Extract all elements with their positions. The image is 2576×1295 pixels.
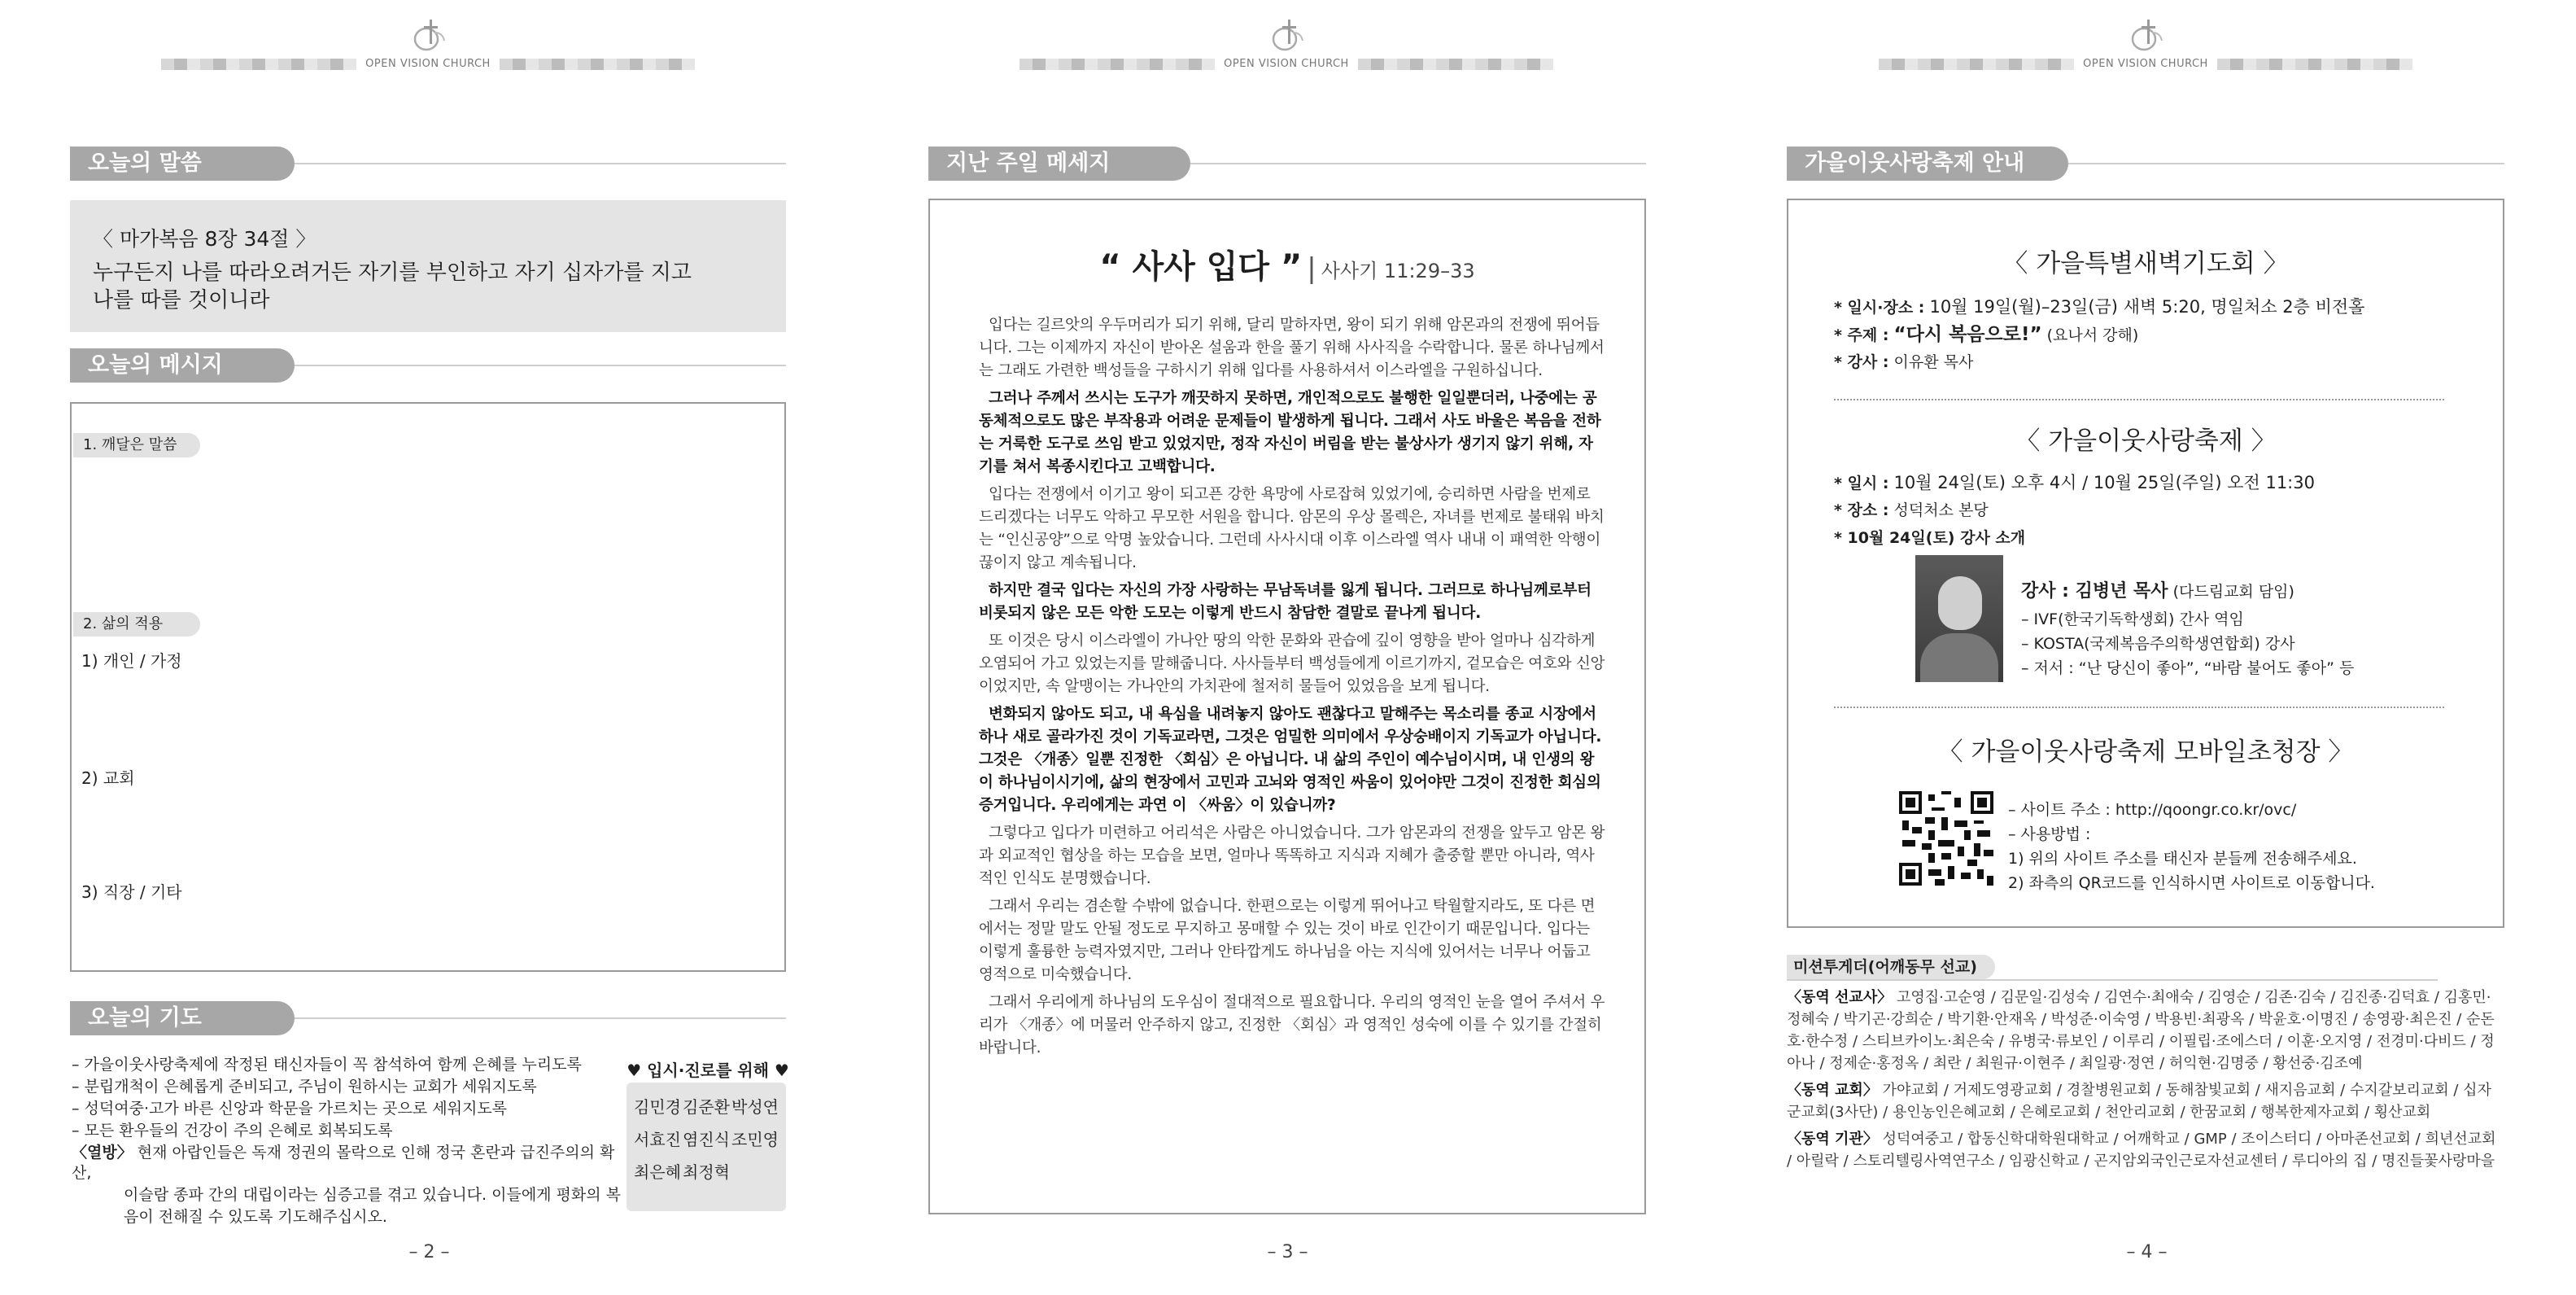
scripture-box bbox=[70, 200, 786, 332]
mobile-invite-info bbox=[2008, 798, 2375, 895]
mission-group bbox=[1787, 1079, 2503, 1123]
page-header bbox=[1718, 18, 2576, 75]
name-row bbox=[633, 1091, 779, 1123]
speaker-photo bbox=[1915, 555, 2003, 682]
sermon-paragraph: 또 이것은 당시 이스라엘이 가나안 땅의 악한 문화와 관습에 깊이 영향을 받아 얼마나 심각하게 오염되어 가고 있었는지를 말해줍니다. 사사들부터 백성들에게 이르기까지, 겉모습은 여호와 신앙이었지만, 속 알맹이는 가나안의 가치관에 철저히 물들어 있었음을 보게 됩니다. bbox=[979, 632, 1605, 695]
detail-label: * 주제 : bbox=[1834, 326, 1889, 344]
prayer-nation-text: 현재 아랍인들은 독재 정권의 몰락으로 인해 정국 혼란과 급진주의의 확산, bbox=[72, 1144, 615, 1182]
mission-group-label: 〈동역 교회〉 bbox=[1787, 1082, 1878, 1099]
mission-group bbox=[1787, 987, 2503, 1074]
photo-face-shape bbox=[1938, 576, 1982, 630]
speaker-bio: – 저서 : “난 당신이 좋아”, “바람 불어도 좋아” 등 bbox=[2021, 659, 2355, 677]
student-name: 서효진 bbox=[634, 1130, 681, 1149]
mobile-line[interactable]: – 사이트 주소 : http://qoongr.co.kr/ovc/ bbox=[2008, 801, 2297, 819]
mobile-line: 2) 좌측의 QR코드를 인식하시면 사이트로 이동합니다. bbox=[2008, 874, 2375, 892]
student-name: 최정혁 bbox=[683, 1162, 730, 1182]
dotted-separator bbox=[1834, 707, 2444, 708]
speaker-church: (다드림교회 담임) bbox=[2172, 583, 2294, 601]
mission-group bbox=[1787, 1128, 2503, 1172]
sermon-paragraph: 그래서 우리는 겸손할 수밖에 없습니다. 한편으로는 이렇게 뛰어나고 탁월할지라도, 또 다른 면에서는 정말 말도 안될 정도로 무지하고 몽매할 수 있는 것이 바로 인간이기 때문입니다. 입다는 이렇게 훌륭한 능력자였지만, 그러나 안타깝게도 하나님을 아는 지식에 있어서는 너무나 어둡고 영적으로 미숙했습니다. bbox=[979, 898, 1596, 983]
detail-label: * 장소 : bbox=[1834, 501, 1889, 519]
message-notes-box bbox=[70, 402, 786, 972]
detail-value: “다시 복음으로!” bbox=[1893, 324, 2042, 345]
event-detail bbox=[1834, 295, 2364, 320]
sermon-paragraph: 변화되지 않아도 되고, 내 욕심을 내려놓지 않아도 괜찮다고 말해주는 목소리를 종교 시장에서 하나 새로 골라가진 것이 기독교라면, 그것은 엄밀한 의미에서 우상숭배이지 기독교가 아닙니다. 그것은 〈개종〉일뿐 진정한 〈회심〉은 아닙니다. 내 삶의 주인이 예수님이시며, 내 인생의 왕이 하나님이시기에, 삶의 현장에서 고민과 고뇌와 영적인 싸움이 있어야만 그것이 진정한 회심의 증거입니다. 우리에게는 과연 이 〈싸움〉이 있습니까? bbox=[979, 706, 1602, 814]
sermon-body bbox=[979, 314, 1605, 1065]
name-row bbox=[633, 1156, 779, 1188]
sermon-title-row bbox=[930, 241, 1644, 287]
event-title: 〈 가을특별새벽기도회 〉 bbox=[2002, 249, 2289, 278]
speaker-bio: – KOSTA(국제복음주의학생연합회) 강사 bbox=[2021, 635, 2295, 653]
title-divider: | bbox=[1307, 252, 1316, 285]
church-logo-icon bbox=[1268, 18, 1308, 55]
header-bar-right bbox=[1358, 59, 1553, 70]
section-title-prayer: 오늘의 기도 bbox=[70, 1001, 295, 1035]
section-title-message: 오늘의 메시지 bbox=[70, 348, 295, 383]
detail-label: * 일시·장소 : bbox=[1834, 299, 1925, 317]
student-name: 조민영 bbox=[731, 1130, 779, 1149]
event-detail bbox=[1834, 498, 1989, 523]
section-divider bbox=[295, 365, 786, 366]
exam-names-box bbox=[627, 1083, 786, 1211]
detail-value: 10월 24일(토) 오후 4시 / 10월 25일(주일) 오전 11:30 bbox=[1893, 473, 2315, 492]
mobile-line: 1) 위의 사이트 주소를 태신자 분들께 전송해주세요. bbox=[2008, 850, 2357, 868]
sermon-box bbox=[928, 199, 1646, 1214]
page-2 bbox=[0, 0, 858, 1295]
apply-item: 2) 교회 bbox=[81, 768, 135, 788]
event-detail: * 10월 24일(토) 강사 소개 bbox=[1834, 529, 2026, 547]
detail-value: (요나서 강해) bbox=[2046, 326, 2139, 344]
mobile-line: – 사용방법 : bbox=[2008, 825, 2091, 843]
page-header bbox=[858, 18, 1717, 75]
header-bar-left bbox=[1019, 59, 1215, 70]
mission-group-text: 고영집·고순영 / 김문일·김성숙 / 김연수·최애숙 / 김영순 / 김존·김숙 / 김진종·김덕효 / 김홍민·정혜숙 / 박기곤·강희순 / 박기환·안재옥 / 박성준·이숙영 / 박용빈·최광옥 / 박윤호·이명진 / 송영광·최은진 / 순돈호·한수정 / 스티브카이노·최은숙 / 유병국·류보인 / 이루리 / 이필립·조에스더 / 이훈·오지영 / 전경미·다비드 / 정아나 / 정제순·홍정옥 / 최란 / 최원규·이현주 / 최일광·정연 / 허익현·김명중 / 황선중·김조예 bbox=[1787, 989, 2495, 1072]
mission-tag: 미션투게더(어깨동무 선교) bbox=[1787, 955, 1995, 979]
point-label: 2. 삶의 적용 bbox=[73, 612, 200, 637]
sermon-paragraph: 입다는 전쟁에서 이기고 왕이 되고픈 강한 욕망에 사로잡혀 있었기에, 승리하면 사람을 번제로 드리겠다는 너무도 악하고 무모한 서원을 합니다. 암몬의 우상 몰렉은, 자녀를 번제로 불태워 바치는 “인신공양”으로 악명 높았습니다. 그런데 사사시대 이후 이스라엘 역사 내내 이 패역한 악행이 끊이지 않고 계속됩니다. bbox=[979, 486, 1605, 571]
mission-group-label: 〈동역 선교사〉 bbox=[1787, 989, 1893, 1006]
sermon-paragraph: 그러나 주께서 쓰시는 도구가 깨끗하지 못하면, 개인적으로도 불행한 일일뿐더러, 나중에는 공동체적으로도 많은 부작용과 어려운 문제들이 발생하게 됩니다. 그래서 사도 바울은 복음을 전하는 거룩한 도구로 쓰임 받고 있었지만, 정작 자신이 버림을 받는 불상사가 생기지 않기 위해, 자기를 쳐서 복종시킨다고 고백합니다. bbox=[979, 390, 1601, 475]
page-header bbox=[0, 18, 858, 75]
qr-code-icon[interactable] bbox=[1899, 791, 1993, 886]
page-number: – 4 – bbox=[2126, 1242, 2168, 1262]
mission-group-label: 〈동역 기관〉 bbox=[1787, 1131, 1878, 1148]
point-label: 1. 깨달은 말씀 bbox=[73, 433, 200, 457]
page-number: – 3 – bbox=[1267, 1242, 1308, 1262]
speaker-name: 강사 : 김병년 목사 bbox=[2021, 581, 2168, 602]
student-name: 염진식 bbox=[683, 1130, 730, 1149]
detail-label: * 일시 : bbox=[1834, 475, 1889, 492]
header-bar-left bbox=[1879, 59, 2074, 70]
prayer-nation-label: 〈열방〉 bbox=[72, 1144, 133, 1162]
section-divider bbox=[295, 163, 786, 164]
header-bar-right bbox=[500, 59, 695, 70]
detail-value: 10월 19일(월)–23일(금) 새벽 5:20, 명일처소 2층 비전홀 bbox=[1929, 297, 2365, 317]
church-logo-icon bbox=[2128, 18, 2167, 55]
sermon-title: “ 사사 입다 ” bbox=[1099, 248, 1303, 286]
mission-list bbox=[1787, 987, 2503, 1177]
event-detail bbox=[1834, 470, 2315, 496]
event-title: 〈 가을이웃사랑축제 〉 bbox=[2015, 427, 2277, 456]
mission-group-text: 가야교회 / 거제도영광교회 / 경찰병원교회 / 동해참빛교회 / 새지음교회 / 수지갈보리교회 / 십자군교회(3사단) / 용인농인은혜교회 / 은혜로교회 / 천안리교회 / 한꿈교회 / 행복한제자교회 / 횡산교회 bbox=[1787, 1082, 2491, 1121]
prayer-item: – 성덕여중·고가 바른 신앙과 학문을 가르치는 곳으로 세워지도록 bbox=[72, 1100, 508, 1118]
mission-group-text: 성덕여중고 / 합동신학대학원대학교 / 어깨학교 / GMP / 조이스터디 / 아마존선교회 / 희년선교회 / 아릴락 / 스토리텔링사역연구소 / 임광신학교 / 곤지암외국인근로자선교센터 / 루디아의 집 / 명진들꽃사랑마을 bbox=[1787, 1131, 2496, 1170]
dotted-separator bbox=[1834, 399, 2444, 400]
sermon-paragraph: 그렇다고 입다가 미련하고 어리석은 사람은 아니었습니다. 그가 암몬과의 전쟁을 앞두고 암몬 왕과 외교적인 협상을 하는 모습을 보면, 얼마나 똑똑하고 지식과 지혜가 출중할 뿐만 아니라, 역사적인 인식도 분명했습니다. bbox=[979, 825, 1605, 887]
brand-text: OPEN VISION CHURCH bbox=[1224, 58, 1349, 70]
header-bar-right bbox=[2217, 59, 2412, 70]
prayer-item: – 모든 환우들의 건강이 주의 은혜로 회복되도록 bbox=[72, 1122, 393, 1140]
prayer-nation-text: 이슬람 종파 간의 대립이라는 심증고를 겪고 있습니다. 이들에게 평화의 복 bbox=[124, 1186, 622, 1204]
student-name: 최은혜 bbox=[634, 1162, 681, 1182]
event-detail bbox=[1834, 322, 2138, 348]
prayer-list bbox=[72, 1055, 633, 1229]
page-number: – 2 – bbox=[408, 1242, 450, 1262]
brand-text: OPEN VISION CHURCH bbox=[365, 58, 491, 70]
event-detail bbox=[1834, 350, 1973, 374]
sermon-paragraph: 그래서 우리에게 하나님의 도우심이 절대적으로 필요합니다. 우리의 영적인 눈을 열어 주셔서 우리가 〈개종〉에 머물러 안주하지 않고, 진정한 〈회심〉과 영적인 성숙에 이를 수 있기를 간절히 바랍니다. bbox=[979, 994, 1605, 1057]
apply-item: 1) 개인 / 가정 bbox=[81, 651, 182, 671]
student-name: 김민경 bbox=[634, 1097, 681, 1117]
speaker-bio: – IVF(한국기독학생회) 간사 역임 bbox=[2021, 610, 2244, 628]
section-divider bbox=[295, 1017, 786, 1019]
church-logo-icon bbox=[410, 18, 449, 55]
scripture-line: 누구든지 나를 따라오려거든 자기를 부인하고 자기 십자가를 지고 bbox=[93, 260, 692, 285]
scripture-verse bbox=[93, 259, 711, 314]
student-name: 김준환 bbox=[683, 1097, 730, 1117]
prayer-nation-text: 음이 전해질 수 있도록 기도해주십시오. bbox=[124, 1208, 387, 1226]
detail-label: * 강사 : bbox=[1834, 353, 1889, 371]
scripture-reference: 〈 마가복음 8장 34절 〉 bbox=[93, 227, 317, 251]
section-title-last-sermon: 지난 주일 메세지 bbox=[928, 147, 1190, 181]
student-name: 박성연 bbox=[731, 1097, 779, 1117]
section-divider bbox=[1190, 163, 1646, 164]
brand-text: OPEN VISION CHURCH bbox=[2083, 58, 2208, 70]
exam-prayer-title: ♥ 입시·진로를 위해 ♥ bbox=[627, 1061, 789, 1080]
prayer-item-nations bbox=[72, 1143, 633, 1183]
mission-header bbox=[1787, 955, 2438, 981]
section-title-word: 오늘의 말씀 bbox=[70, 147, 295, 181]
festival-box bbox=[1787, 199, 2504, 928]
prayer-item: – 가을이웃사랑축제에 작정된 태신자들이 꼭 참석하여 함께 은혜를 누리도록 bbox=[72, 1056, 582, 1074]
event-title: 〈 가을이웃사랑축제 모바일초청장 〉 bbox=[1937, 737, 2354, 767]
detail-value: 성덕처소 본당 bbox=[1893, 501, 1989, 519]
sermon-paragraph: 하지만 결국 입다는 자신의 가장 사랑하는 무남독녀를 잃게 됩니다. 그러므로 하나님께로부터 비롯되지 않은 모든 악한 도모는 이렇게 반드시 참담한 결말로 끝나게 됩니다. bbox=[979, 582, 1591, 622]
speaker-name-line bbox=[2021, 580, 2294, 604]
page-3 bbox=[858, 0, 1717, 1295]
photo-body-shape bbox=[1920, 633, 1998, 682]
prayer-item: – 분립개척이 은혜롭게 준비되고, 주님이 원하시는 교회가 세워지도록 bbox=[72, 1078, 537, 1096]
scripture-line: 나를 따를 것이니라 bbox=[93, 288, 270, 313]
sermon-reference: 사사기 11:29–33 bbox=[1321, 260, 1475, 282]
header-bar-left bbox=[161, 59, 356, 70]
apply-item: 3) 직장 / 기타 bbox=[81, 882, 182, 902]
detail-value: 이유환 목사 bbox=[1893, 353, 1974, 371]
section-divider bbox=[2068, 163, 2504, 164]
section-title-festival: 가을이웃사랑축제 안내 bbox=[1787, 147, 2068, 181]
name-row bbox=[633, 1123, 779, 1156]
sermon-paragraph: 입다는 길르앗의 우두머리가 되기 위해, 달리 말하자면, 왕이 되기 위해 암몬과의 전쟁에 뛰어듭니다. 그는 이제까지 자신이 받아온 설움과 한을 풀기 위해 사사직을 수락합니다. 물론 하나님께서는 그래도 가련한 백성들을 구하시기 위해 입다를 사용하셔서 이스라엘을 구원하십니다. bbox=[979, 317, 1605, 379]
